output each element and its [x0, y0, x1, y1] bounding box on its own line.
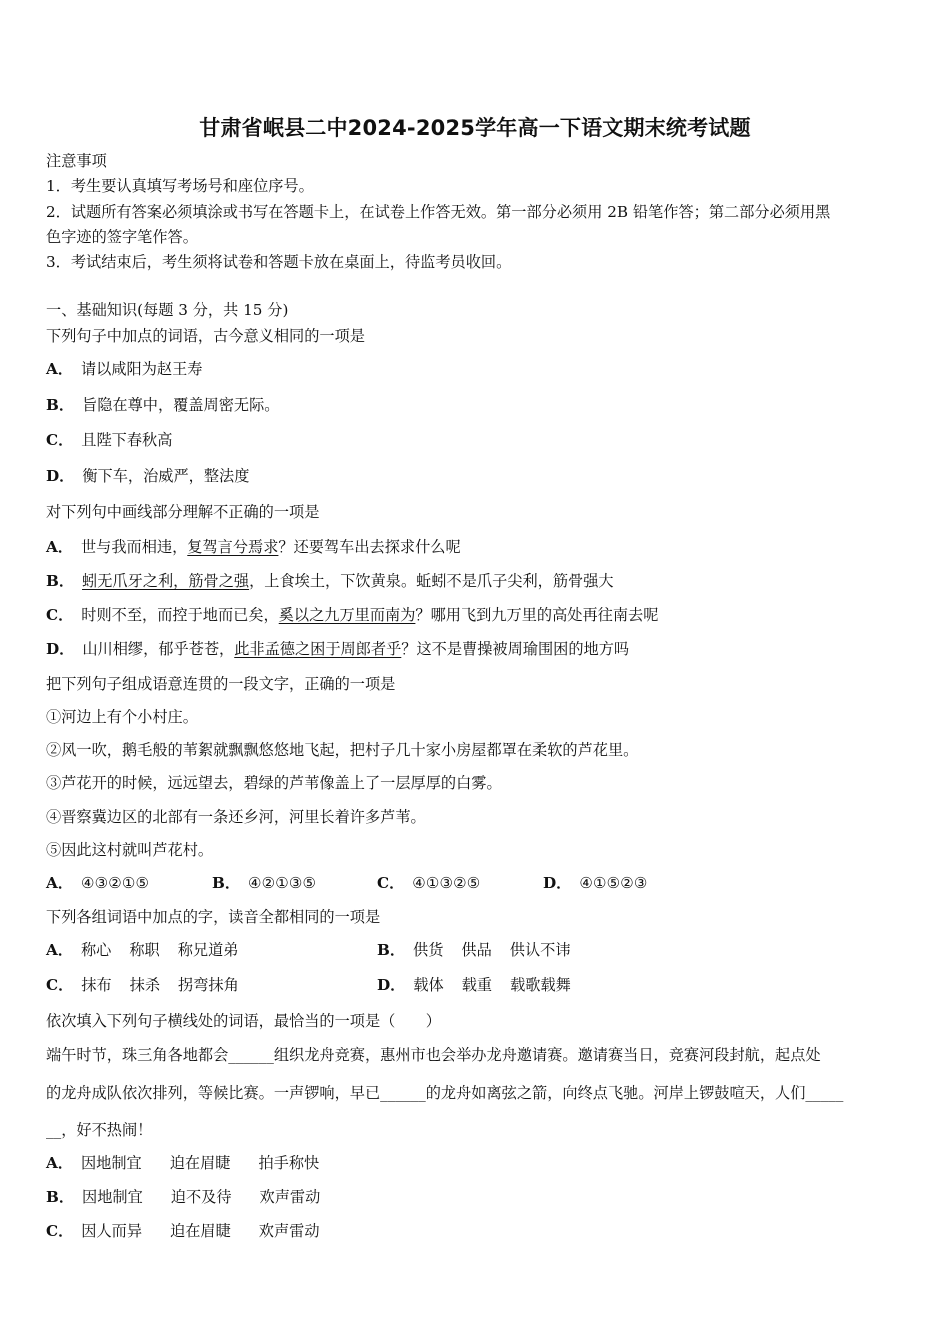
option-word: 欢声雷动 [259, 1188, 321, 1206]
option-word: 供货 [413, 941, 444, 959]
q2-option-d [46, 639, 629, 659]
option-label: B． [46, 572, 75, 590]
q1-stem: 下列句子中加点的词语，古今意义相同的一项是 [46, 327, 365, 345]
option-post: ？还要驾车出去探求什么呢 [278, 538, 461, 556]
q5-passage-line-3: __，好不热闹！ [46, 1121, 153, 1139]
q4-option-c [46, 975, 239, 995]
q1-option-c [46, 430, 172, 450]
option-pre: 世与我而相违， [80, 538, 188, 556]
option-label: D． [377, 976, 406, 994]
q2-stem: 对下列句中画线部分理解不正确的一项是 [46, 503, 320, 521]
q4-stem: 下列各组词语中加点的字，读音全都相同的一项是 [46, 908, 381, 926]
option-word: 抹杀 [129, 976, 161, 994]
option-label: A． [46, 1154, 73, 1172]
q5-stem: 依次填入下列句子横线处的词语，最恰当的一项是（ ） [46, 1012, 441, 1030]
q1-option-d [46, 466, 249, 486]
option-label: A． [46, 874, 73, 892]
option-post: ，上食埃土，下饮黄泉。蚯蚓不是爪子尖利，筋骨强大 [249, 572, 614, 590]
option-text: 旨隐在尊中，覆盖周密无际。 [82, 396, 280, 414]
option-word: 迫在眉睫 [170, 1222, 231, 1240]
q1-option-b [46, 395, 279, 415]
option-word: 因地制宜 [80, 1154, 142, 1172]
option-text: 且陛下春秋高 [81, 431, 173, 449]
option-text: ④②①③⑤ [248, 874, 317, 892]
option-label: A． [46, 360, 73, 378]
option-word: 载重 [461, 976, 493, 994]
q3-option-c [377, 873, 480, 893]
option-word: 拍手称快 [258, 1154, 320, 1172]
q4-option-b [377, 940, 571, 960]
option-word: 抹布 [81, 976, 112, 994]
underlined-phrase: 奚以之九万里而南为 [278, 606, 416, 624]
option-word: 称职 [129, 941, 160, 959]
page-title: 甘肃省岷县二中2024-2025学年高一下语文期末统考试题 [199, 116, 751, 140]
option-word: 称兄道弟 [177, 941, 239, 959]
option-post: ？哪用飞到九万里的高处再往南去呢 [415, 606, 659, 624]
option-label: D． [46, 467, 75, 485]
option-label: B． [212, 874, 241, 892]
q3-sentence-5: ⑤因此这村就叫芦花村。 [46, 841, 214, 859]
option-word: 供认不讳 [509, 941, 571, 959]
option-label: C． [46, 431, 74, 449]
option-label: D． [543, 874, 572, 892]
option-word: 载体 [413, 976, 444, 994]
option-word: 因地制宜 [82, 1188, 143, 1206]
option-post: ？这不是曹操被周瑜围困的地方吗 [401, 640, 630, 658]
notice-item-3: 3．考试结束后，考生须将试卷和答题卡放在桌面上，待监考员收回。 [46, 253, 512, 271]
option-text: ④①⑤②③ [579, 874, 648, 892]
q1-option-a [46, 359, 202, 379]
option-word: 载歌载舞 [510, 976, 571, 994]
q2-option-a [46, 537, 461, 557]
option-word: 迫在眉睫 [169, 1154, 231, 1172]
option-label: A． [46, 941, 73, 959]
underlined-phrase: 复驾言兮焉求 [187, 538, 279, 556]
option-label: C． [46, 1222, 74, 1240]
underlined-phrase: 此非孟德之困于周郎者乎 [234, 640, 402, 658]
q3-option-a [46, 873, 149, 893]
q3-sentence-3: ③芦花开的时候，远远望去，碧绿的芦苇像盖上了一层厚厚的白雾。 [46, 774, 502, 792]
option-text: 请以咸阳为赵王寿 [80, 360, 203, 378]
notice-item-2-line-2: 色字迹的签字笔作答。 [46, 228, 198, 246]
section-heading: 一、基础知识(每题 3 分，共 15 分) [46, 301, 289, 319]
q5-option-a [46, 1153, 319, 1173]
option-word: 拐弯抹角 [178, 976, 239, 994]
notice-item-2-line-1: 2．试题所有答案必须填涂或书写在答题卡上，在试卷上作答无效。第一部分必须用 2B 铅笔作答；第二部分必须用黑 [46, 203, 831, 221]
notice-item-1: 1．考生要认真填写考场号和座位序号。 [46, 177, 314, 195]
option-word: 因人而异 [81, 1222, 143, 1240]
option-text: ④①③②⑤ [412, 874, 481, 892]
option-label: C． [46, 606, 74, 624]
option-word: 供品 [461, 941, 492, 959]
q3-sentence-4: ④晋察冀边区的北部有一条还乡河，河里长着许多芦苇。 [46, 808, 426, 826]
option-label: C． [46, 976, 74, 994]
option-label: B． [377, 941, 406, 959]
q5-option-c [46, 1221, 320, 1241]
q2-option-b [46, 571, 614, 591]
underlined-phrase: 蚓无爪牙之利，筋骨之强 [82, 572, 250, 590]
notice-heading: 注意事项 [46, 152, 107, 170]
option-label: C． [377, 874, 405, 892]
option-text: ④③②①⑤ [80, 874, 150, 892]
option-pre: 山川相缪，郁乎苍苍， [82, 640, 235, 658]
q3-sentence-1: ①河边上有个小村庄。 [46, 708, 198, 726]
option-label: B． [46, 396, 75, 414]
option-pre: 时则不至，而控于地而已矣， [81, 606, 279, 624]
option-word: 迫不及待 [170, 1188, 232, 1206]
q3-stem: 把下列句子组成语意连贯的一段文字，正确的一项是 [46, 675, 396, 693]
option-word: 欢声雷动 [258, 1222, 320, 1240]
option-label: A． [46, 538, 73, 556]
q4-option-d [377, 975, 571, 995]
option-label: B． [46, 1188, 75, 1206]
option-label: D． [46, 640, 75, 658]
q5-passage-line-2: 的龙舟成队依次排列，等候比赛。一声锣响，早已______的龙舟如离弦之箭，向终点飞驰。河岸上锣鼓喧天，人们_____ [46, 1084, 844, 1102]
q5-passage-line-1: 端午时节，珠三角各地都会______组织龙舟竞赛，惠州市也会举办龙舟邀请赛。邀请赛当日，竞赛河段封航，起点处 [46, 1046, 821, 1064]
q4-option-a [46, 940, 238, 960]
q3-option-d [543, 873, 647, 893]
q3-sentence-2: ②风一吹，鹅毛般的苇絮就飘飘悠悠地飞起，把村子几十家小房屋都罩在柔软的芦花里。 [46, 741, 639, 759]
q2-option-c [46, 605, 658, 625]
option-text: 衡下车，治威严，整法度 [82, 467, 250, 485]
q3-option-b [212, 873, 316, 893]
q5-option-b [46, 1187, 320, 1207]
option-word: 称心 [80, 941, 112, 959]
